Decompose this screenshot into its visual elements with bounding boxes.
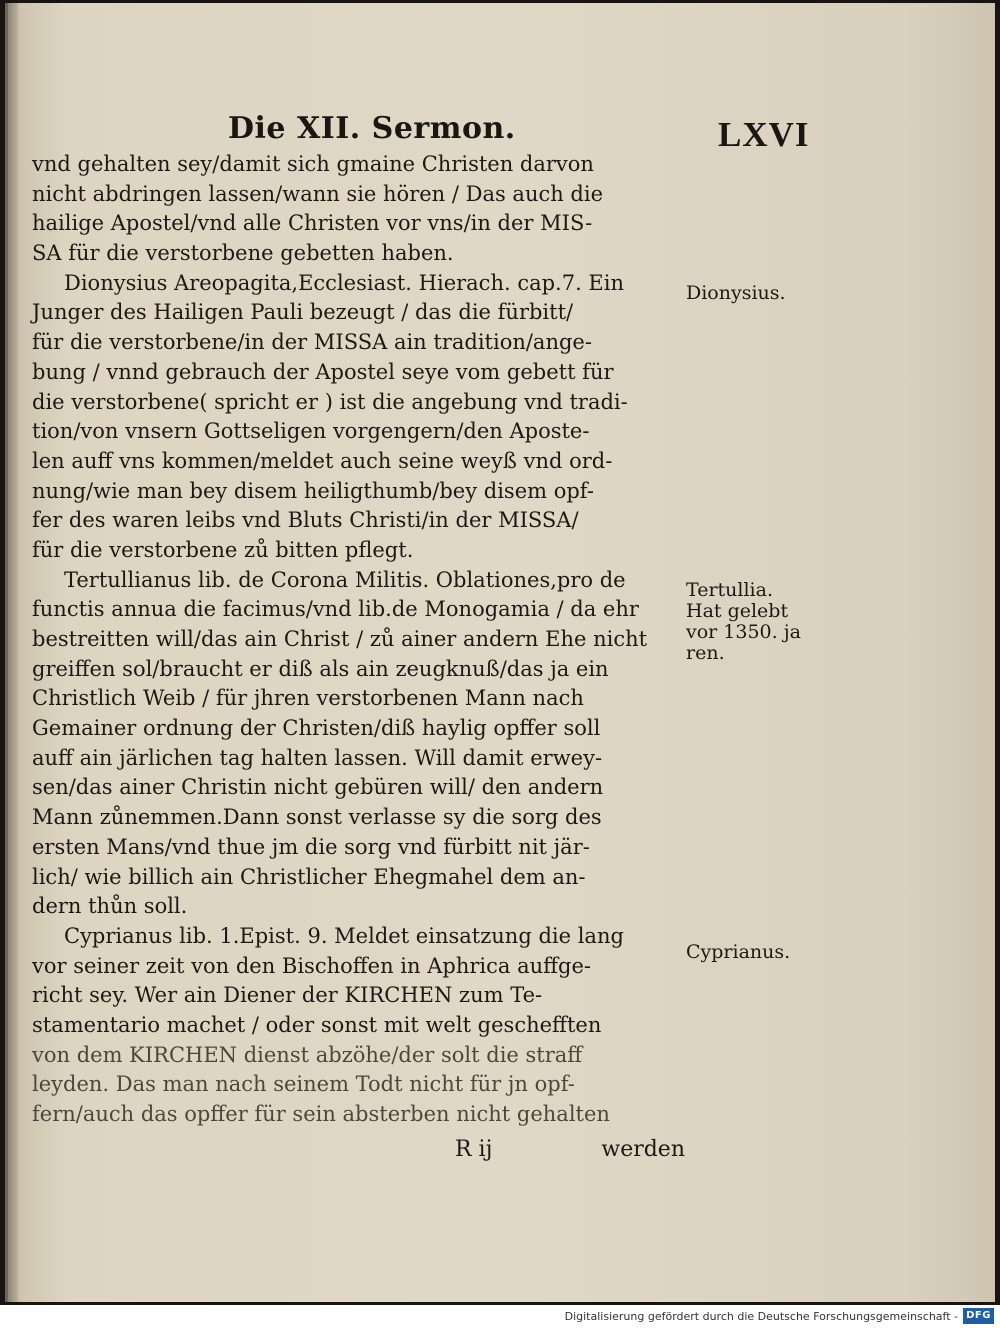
text-line: richt sey. Wer ain Diener der KIRCHEN zum Te- <box>32 983 543 1008</box>
text-line: bung / vnnd gebrauch der Apostel seye vom gebett für <box>32 359 614 384</box>
margin-note-line: Tertullia. <box>686 579 773 601</box>
margin-note-dionysius: Dionysius. <box>686 282 786 304</box>
margin-note-line: ren. <box>686 642 725 664</box>
text-line: bestreitten will/das ain Christ / zů ainer andern Ehe nicht <box>32 627 648 651</box>
running-head-title: Die XII. Sermon. <box>228 111 516 146</box>
paragraph-start-cyprian: Cyprianus lib. 1.Epist. 9. Meldet einsatzung die lang <box>64 923 624 948</box>
catchword: werden <box>601 1137 685 1162</box>
text-line: Mann zůnemmen.Dann sonst verlasse sy die sorg des <box>32 805 602 830</box>
footer-bar <box>0 1305 1000 1328</box>
folio-number: LXVI <box>718 115 810 154</box>
text-line: SA für die verstorbene gebetten haben. <box>32 241 454 266</box>
dfg-logo: DFG <box>963 1308 994 1324</box>
text-line: nung/wie man bey disem heiligthumb/bey disem opf- <box>32 478 594 503</box>
margin-note-cyprian: Cyprianus. <box>686 941 791 963</box>
text-line: tion/von vnsern Gottseligen vorgengern/den Aposte- <box>32 419 590 444</box>
text-line: nicht abdringen lassen/wann sie hören / Das auch die <box>32 181 604 206</box>
text-line: sen/das ainer Christin nicht gebüren will/ den andern <box>32 775 604 800</box>
text-line: vnd gehalten sey/damit sich gmaine Christen darvon <box>32 152 594 176</box>
text-line: stamentario machet / oder sonst mit welt geschefften <box>32 1012 602 1037</box>
text-line: von dem KIRCHEN dienst abzöhe/der solt die straff <box>32 1042 583 1067</box>
text-line: Christlich Weib / für jhren verstorbenen Mann nach <box>32 686 584 711</box>
page-gutter-edge <box>8 3 18 1302</box>
text-line: für die verstorbene/in der MISSA ain tradition/ange- <box>32 330 592 355</box>
text-line: greiffen sol/braucht er diß als ain zeugknuß/das ja ein <box>32 656 609 681</box>
text-line: hailige Apostel/vnd alle Christen vor vns/in der MIS- <box>32 211 593 236</box>
text-line: lich/ wie billich ain Christlicher Ehegmahel dem an- <box>32 864 586 889</box>
text-line: Gemainer ordnung der Christen/diß haylig opffer soll <box>32 716 601 741</box>
text-line: functis annua die facimus/vnd lib.de Monogamia / da ehr <box>32 597 639 622</box>
text-line: fern/auch das opffer für sein absterben nicht gehalten <box>32 1102 610 1126</box>
text-line: len auff vns kommen/meldet auch seine weyß vnd ord- <box>32 448 613 473</box>
text-line: vor seiner zeit von den Bischoffen in Aphrica auffge- <box>32 953 592 978</box>
margin-note-line: vor 1350. ja <box>686 621 801 643</box>
text-line: ersten Mans/vnd thue jm die sorg vnd fürbitt nit jär- <box>32 834 590 859</box>
signature-catchword-row <box>455 1137 685 1169</box>
text-line: leyden. Das man nach seinem Todt nicht für jn opf- <box>32 1072 575 1097</box>
body-text <box>32 150 682 1130</box>
margin-note-line: Hat gelebt <box>686 600 789 622</box>
paragraph-start-dionysius: Dionysius Areopagita,Ecclesiast. Hierach. cap.7. Ein <box>64 270 624 295</box>
paragraph-start-tertullian: Tertullianus lib. de Corona Militis. Oblationes,pro de <box>64 567 626 592</box>
funding-credit: Digitalisierung gefördert durch die Deutsche Forschungsgemeinschaft - <box>564 1310 958 1323</box>
text-line: Junger des Hailigen Pauli bezeugt / das die fürbitt/ <box>32 300 574 325</box>
text-line: für die verstorbene zů bitten pflegt. <box>32 537 414 562</box>
text-line: fer des waren leibs vnd Bluts Christi/in der MISSA/ <box>32 508 579 533</box>
text-line: dern thůn soll. <box>32 894 188 919</box>
margin-note-tertullian <box>686 580 801 664</box>
text-line: auff ain järlichen tag halten lassen. Will damit erwey- <box>32 745 603 770</box>
text-line: die verstorbene( spricht er ) ist die angebung vnd tradi- <box>32 389 628 414</box>
signature-mark: R ij <box>455 1137 493 1162</box>
